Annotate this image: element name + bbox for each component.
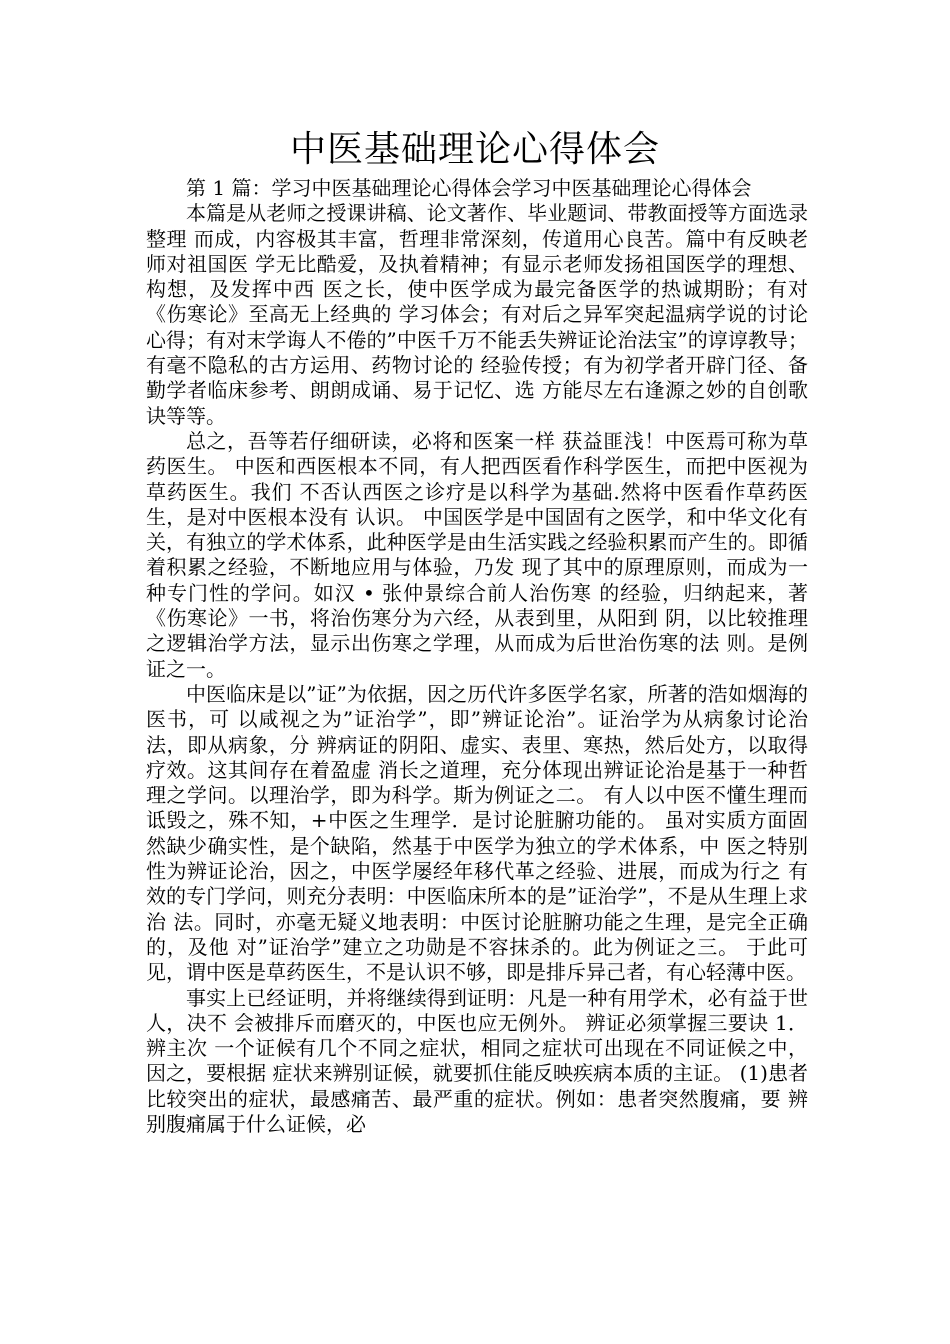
document-subtitle: 第 1 篇：学习中医基础理论心得体会学习中医基础理论心得体会 (186, 176, 752, 200)
document-body (146, 176, 808, 1137)
paragraph: 中医临床是以”证”为依据，因之历代许多医学名家，所著的浩如烟海的医书，可 以咸视之为”证治学”，即”辨证论治”。证治学为从病象讨论治法，即从病象，分 辨病证的阴阳、虚实、表里、寒热，然后处方，以取得疗效。这其间存在着盈虚 消长之道理，充分体现出辨证论治是基于一种哲理之学问。以理治学，即为科学。斯为例证之二。 有人以中医不懂生理而诋毁之，殊不知，+中医之生理学．是讨论脏腑功能的。 虽对实质方面固然缺少确实性，是个缺陷，然基于中医学为独立的学术体系，中 医之特别性为辨证论治，因之，中医学屡经年移代革之经验、进展，而成为行之 有效的专门学问，则充分表明：中医临床所本的是”证治学”，不是从生理上求治 法。同时，亦毫无疑义地表明：中医讨论脏腑功能之生理，是完全正确的，及他 对”证治学”建立之功勋是不容抹杀的。此为例证之三。 于此可见，谓中医是草药医生，不是认识不够，即是排斥异己者，有心轻薄中医。 (146, 681, 808, 985)
paragraph: 总之，吾等若仔细研读，必将和医案一样 获益匪浅！中医焉可称为草药医生。 中医和西医根本不同，有人把西医看作科学医生，而把中医视为草药医生。我们 不否认西医之诊疗是以科学为基础.然将中医看作草药医生，是对中医根本没有 认识。 中国医学是中国固有之医学，和中华文化有关，有独立的学术体系，此种医学是由生活实践之经验积累而产生的。即循着积累之经验，不断地应用与体验，乃发 现了其中的原理原则，而成为一种专门性的学问。如汉 • 张仲景综合前人治伤寒 的经验，归纳起来，著《伤寒论》一书，将治伤寒分为六经，从表到里，从阳到 阴，以比较推理之逻辑治学方法，显示出伤寒之学理，从而成为后世治伤寒的法 则。是例证之一。 (146, 428, 808, 681)
paragraph: 事实上已经证明，并将继续得到证明：凡是一种有用学术，必有益于世人，决不 会被排斥而磨灭的，中医也应无例外。 辨证必须掌握三要诀 1．辨主次 一个证候有几个不同之症状，相同之症状可出现在不同证候之中，因之，要根据 症状来辨别证候，就要抓住能反映疾病本质的主证。 (1)患者比较突出的症状，最感痛苦、最严重的症状。例如：患者突然腹痛，要 辨别腹痛属于什么证候，必 (146, 985, 808, 1136)
paragraph: 本篇是从老师之授课讲稿、论文著作、毕业题词、带教面授等方面选录整理 而成，内容极其丰富，哲理非常深刻，传道用心良苦。篇中有反映老师对祖国医 学无比酷爱，及执着精神；有显示老师发扬祖国医学的理想、构想，及发挥中西 医之长，使中医学成为最完备医学的热诚期盼；有对《伤寒论》至高无上经典的 学习体会；有对后之异军突起温病学说的讨论心得；有对末学诲人不倦的”中医千万不能丢失辨证论治法宝”的谆谆教导；有毫不隐私的古方运用、药物讨论的 经验传授；有为初学者开辟门径、备勤学者临床参考、朗朗成诵、易于记忆、选 方能尽左右逢源之妙的自创歌诀等等。 (146, 201, 808, 428)
document-title: 中医基础理论心得体会 (289, 129, 660, 170)
